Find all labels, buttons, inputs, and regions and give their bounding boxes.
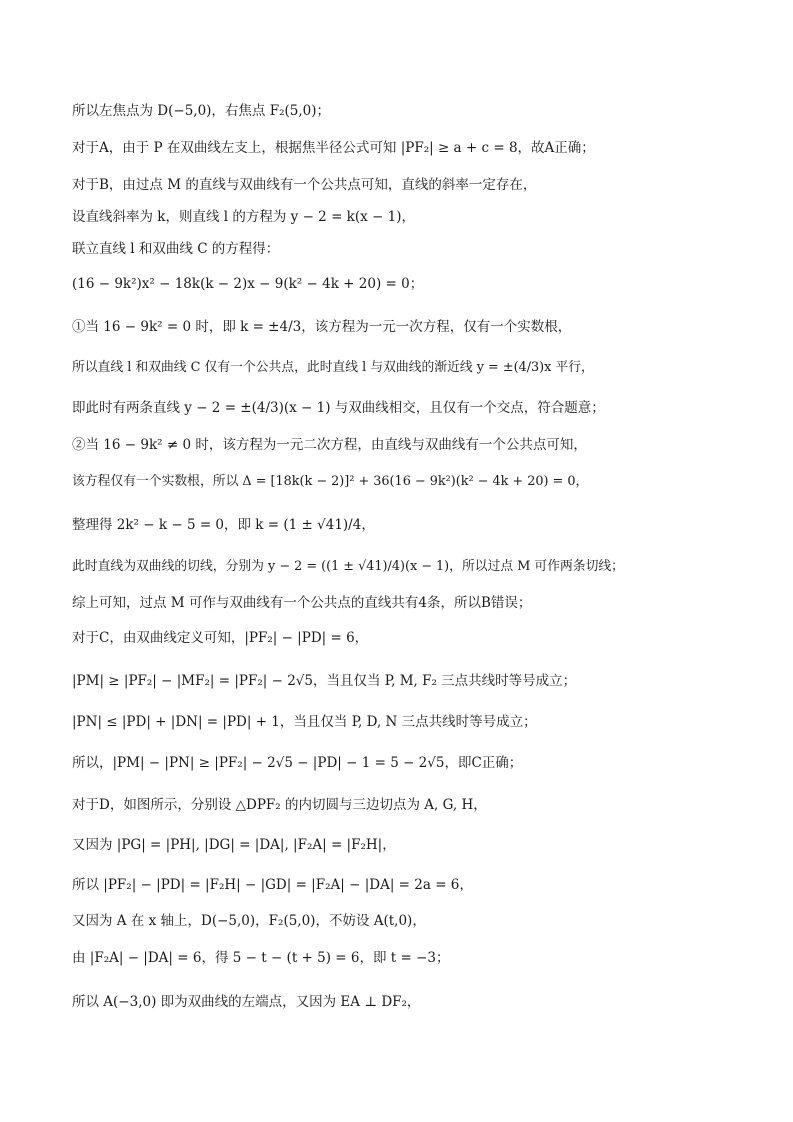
text-line: 又因为 |PG| = |PH|, |DG| = |DA|, |F₂A| = |F₂H|， bbox=[72, 837, 396, 853]
text-line: ①当 16 − 9k² = 0 时，即 k = ±4/3，该方程为一元一次方程，仅有一个实数根， bbox=[72, 319, 572, 335]
text-line: 所以 |PF₂| − |PD| = |F₂H| − |GD| = |F₂A| − |DA| = 2a = 6， bbox=[72, 877, 473, 893]
text-line: 整理得 2k² − k − 5 = 0，即 k = (1 ± √41)/4， bbox=[72, 517, 375, 533]
text-line: (16 − 9k²)x² − 18k(k − 2)x − 9(k² − 4k + 20) = 0； bbox=[72, 276, 424, 292]
text-line: 所以 A(−3,0) 即为双曲线的左端点，又因为 EA ⊥ DF₂， bbox=[72, 994, 421, 1010]
text-line: 此时直线为双曲线的切线，分别为 y − 2 = ((1 ± √41)/4)(x − 1)，所以过点 M 可作两条切线； bbox=[72, 559, 624, 574]
text-line: 又因为 A 在 x 轴上，D(−5,0)，F₂(5,0)，不妨设 A(t,0)， bbox=[72, 913, 426, 929]
text-line: 所以直线 l 和双曲线 C 仅有一个公共点，此时直线 l 与双曲线的渐近线 y = ±(4/3)x 平行， bbox=[72, 360, 594, 375]
text-line: 对于B，由过点 M 的直线与双曲线有一个公共点可知，直线的斜率一定存在， bbox=[72, 177, 537, 193]
text-line: 综上可知，过点 M 可作与双曲线有一个公共点的直线共有4条，所以B错误； bbox=[72, 595, 532, 611]
text-line: 联立直线 l 和双曲线 C 的方程得： bbox=[72, 241, 280, 257]
text-line: 由 |F₂A| − |DA| = 6，得 5 − t − (t + 5) = 6，即 t = −3； bbox=[72, 950, 450, 966]
text-line: 设直线斜率为 k，则直线 l 的方程为 y − 2 = k(x − 1)， bbox=[72, 209, 415, 225]
text-line: 对于D，如图所示，分别设 △DPF₂ 的内切圆与三边切点为 A, G, H， bbox=[72, 797, 487, 813]
text-line: 对于C，由双曲线定义可知，|PF₂| − |PD| = 6， bbox=[72, 630, 369, 646]
text-line: |PN| ≤ |PD| + |DN| = |PD| + 1，当且仅当 P, D, N 三点共线时等号成立； bbox=[72, 714, 537, 730]
text-line: 所以左焦点为 D(−5,0)，右焦点 F₂(5,0)； bbox=[72, 103, 331, 119]
text-line: 该方程仅有一个实数根，所以 Δ = [18k(k − 2)]² + 36(16 − 9k²)(k² − 4k + 20) = 0， bbox=[72, 474, 589, 489]
text-line: 即此时有两条直线 y − 2 = ±(4/3)(x − 1) 与双曲线相交，且仅有一个交点，符合题意； bbox=[72, 400, 605, 416]
text-line: 对于A，由于 P 在双曲线左支上，根据焦半径公式可知 |PF₂| ≥ a + c = 8，故A正确； bbox=[72, 140, 595, 156]
text-line: 所以，|PM| − |PN| ≥ |PF₂| − 2√5 − |PD| − 1 = 5 − 2√5，即C正确； bbox=[72, 755, 523, 771]
text-line: |PM| ≥ |PF₂| − |MF₂| = |PF₂| − 2√5，当且仅当 P, M, F₂ 三点共线时等号成立； bbox=[72, 673, 577, 689]
text-line: ②当 16 − 9k² ≠ 0 时，该方程为一元二次方程，由直线与双曲线有一个公共点可知， bbox=[72, 437, 587, 453]
